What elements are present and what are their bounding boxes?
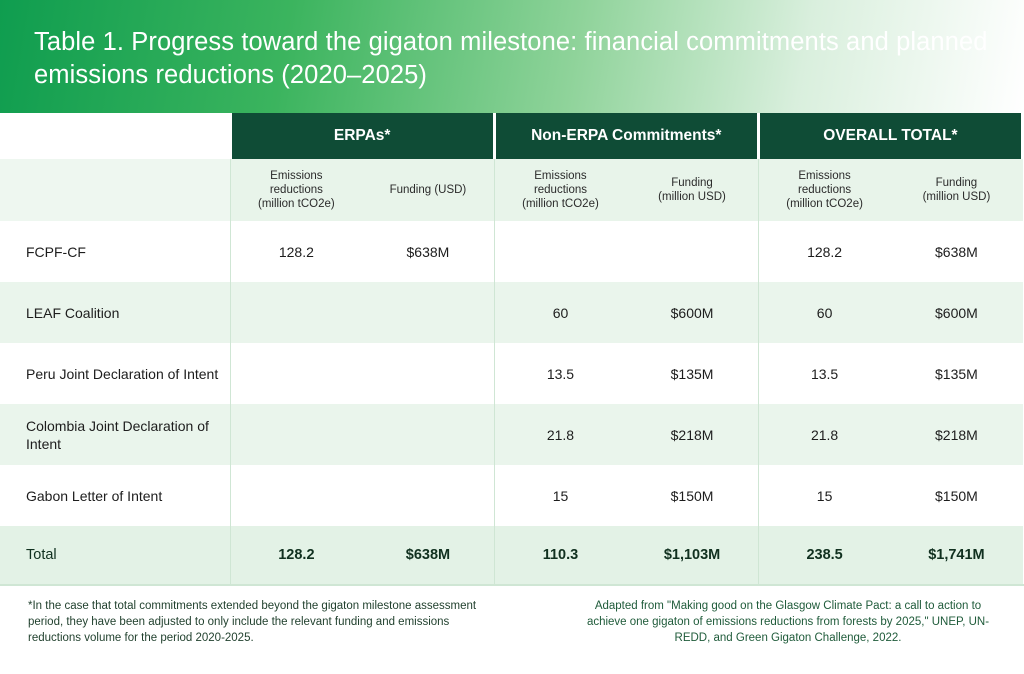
sub-header-total-funding bbox=[890, 159, 1022, 221]
group-header-blank bbox=[0, 113, 230, 159]
cell-total-er: 15 bbox=[758, 465, 890, 526]
total-nonerpa-er: 110.3 bbox=[494, 526, 626, 584]
table-row bbox=[0, 343, 1023, 404]
cell-total-er: 21.8 bbox=[758, 404, 890, 465]
sub-header-nonerpa-er bbox=[494, 159, 626, 221]
total-overall-er: 238.5 bbox=[758, 526, 890, 584]
cell-erpa-funding bbox=[362, 465, 494, 526]
sub-header-line: (million tCO2e) bbox=[786, 198, 863, 210]
sub-header-line: Funding bbox=[671, 177, 713, 189]
cell-erpa-er bbox=[230, 404, 362, 465]
cell-nonerpa-er: 15 bbox=[494, 465, 626, 526]
cell-nonerpa-funding: $218M bbox=[626, 404, 758, 465]
table-total-row bbox=[0, 526, 1023, 584]
table-group-header-row bbox=[0, 113, 1023, 159]
sub-header-line: Emissions bbox=[270, 170, 323, 182]
footnotes bbox=[0, 584, 1024, 646]
cell-erpa-er bbox=[230, 343, 362, 404]
cell-erpa-er: 128.2 bbox=[230, 221, 362, 282]
cell-nonerpa-er: 13.5 bbox=[494, 343, 626, 404]
table-row bbox=[0, 465, 1023, 526]
cell-total-funding: $150M bbox=[890, 465, 1022, 526]
sub-header-line: reductions bbox=[269, 184, 323, 196]
footer-divider bbox=[0, 584, 1024, 586]
table-row bbox=[0, 404, 1023, 465]
table-row bbox=[0, 221, 1023, 282]
table-row bbox=[0, 282, 1023, 343]
group-header-erpas: ERPAs* bbox=[230, 113, 494, 159]
sub-header-line: Emissions bbox=[798, 170, 851, 182]
cell-erpa-funding bbox=[362, 282, 494, 343]
sub-header-line: Funding bbox=[935, 177, 978, 189]
cell-total-funding: $638M bbox=[890, 221, 1022, 282]
cell-total-er: 13.5 bbox=[758, 343, 890, 404]
group-header-overall-total: OVERALL TOTAL* bbox=[758, 113, 1022, 159]
sub-header-line: (million USD) bbox=[658, 191, 726, 203]
sub-header-total-er bbox=[758, 159, 890, 221]
page-title: Table 1. Progress toward the gigaton milestone: financial commitments and planned emissions reductions (2020–2025) bbox=[34, 28, 988, 89]
sub-header-nonerpa-funding bbox=[626, 159, 758, 221]
cell-erpa-er bbox=[230, 465, 362, 526]
sub-header-erpa-funding: Funding (USD) bbox=[362, 159, 494, 221]
total-row-label: Total bbox=[0, 526, 230, 584]
cell-nonerpa-funding bbox=[626, 221, 758, 282]
row-label: LEAF Coalition bbox=[0, 282, 230, 343]
row-label: Colombia Joint Declaration of Intent bbox=[0, 404, 230, 465]
cell-total-er: 60 bbox=[758, 282, 890, 343]
footnote-source: Adapted from "Making good on the Glasgow Climate Pact: a call to action to achieve one gigaton of emissions reductions from forests by 2025," UNEP, UN-REDD, and Green Gigaton Challenge, 2022. bbox=[586, 600, 990, 644]
cell-erpa-funding bbox=[362, 343, 494, 404]
cell-total-funding: $135M bbox=[890, 343, 1022, 404]
sub-header-line: Emissions bbox=[534, 170, 587, 182]
total-nonerpa-funding: $1,103M bbox=[626, 526, 758, 584]
cell-total-funding: $600M bbox=[890, 282, 1022, 343]
cell-nonerpa-er: 21.8 bbox=[494, 404, 626, 465]
cell-erpa-funding bbox=[362, 404, 494, 465]
cell-nonerpa-funding: $135M bbox=[626, 343, 758, 404]
cell-erpa-funding: $638M bbox=[362, 221, 494, 282]
footnote-asterisk: *In the case that total commitments extended beyond the gigaton milestone assessment period, they have been adjusted to only include the relevant funding and emissions reductions volume for the period 2020-2025. bbox=[28, 600, 477, 644]
cell-total-funding: $218M bbox=[890, 404, 1022, 465]
row-label: FCPF-CF bbox=[0, 221, 230, 282]
total-overall-funding: $1,741M bbox=[890, 526, 1022, 584]
table-sub-header-row bbox=[0, 159, 1023, 221]
cell-nonerpa-er bbox=[494, 221, 626, 282]
sub-header-line: (million USD) bbox=[922, 191, 991, 203]
sub-header-line: (million tCO2e) bbox=[522, 198, 599, 210]
sub-header-line: (million tCO2e) bbox=[258, 198, 335, 210]
sub-header-line: reductions bbox=[798, 184, 852, 196]
row-label: Gabon Letter of Intent bbox=[0, 465, 230, 526]
cell-total-er: 128.2 bbox=[758, 221, 890, 282]
title-banner bbox=[0, 0, 1024, 113]
progress-table bbox=[0, 113, 1024, 584]
cell-nonerpa-er: 60 bbox=[494, 282, 626, 343]
sub-header-line: reductions bbox=[533, 184, 587, 196]
sub-header-erpa-er bbox=[230, 159, 362, 221]
total-erpa-funding: $638M bbox=[362, 526, 494, 584]
total-erpa-er: 128.2 bbox=[230, 526, 362, 584]
cell-erpa-er bbox=[230, 282, 362, 343]
cell-nonerpa-funding: $600M bbox=[626, 282, 758, 343]
row-label: Peru Joint Declaration of Intent bbox=[0, 343, 230, 404]
cell-nonerpa-funding: $150M bbox=[626, 465, 758, 526]
sub-header-blank bbox=[0, 159, 230, 221]
group-header-non-erpa: Non-ERPA Commitments* bbox=[494, 113, 758, 159]
